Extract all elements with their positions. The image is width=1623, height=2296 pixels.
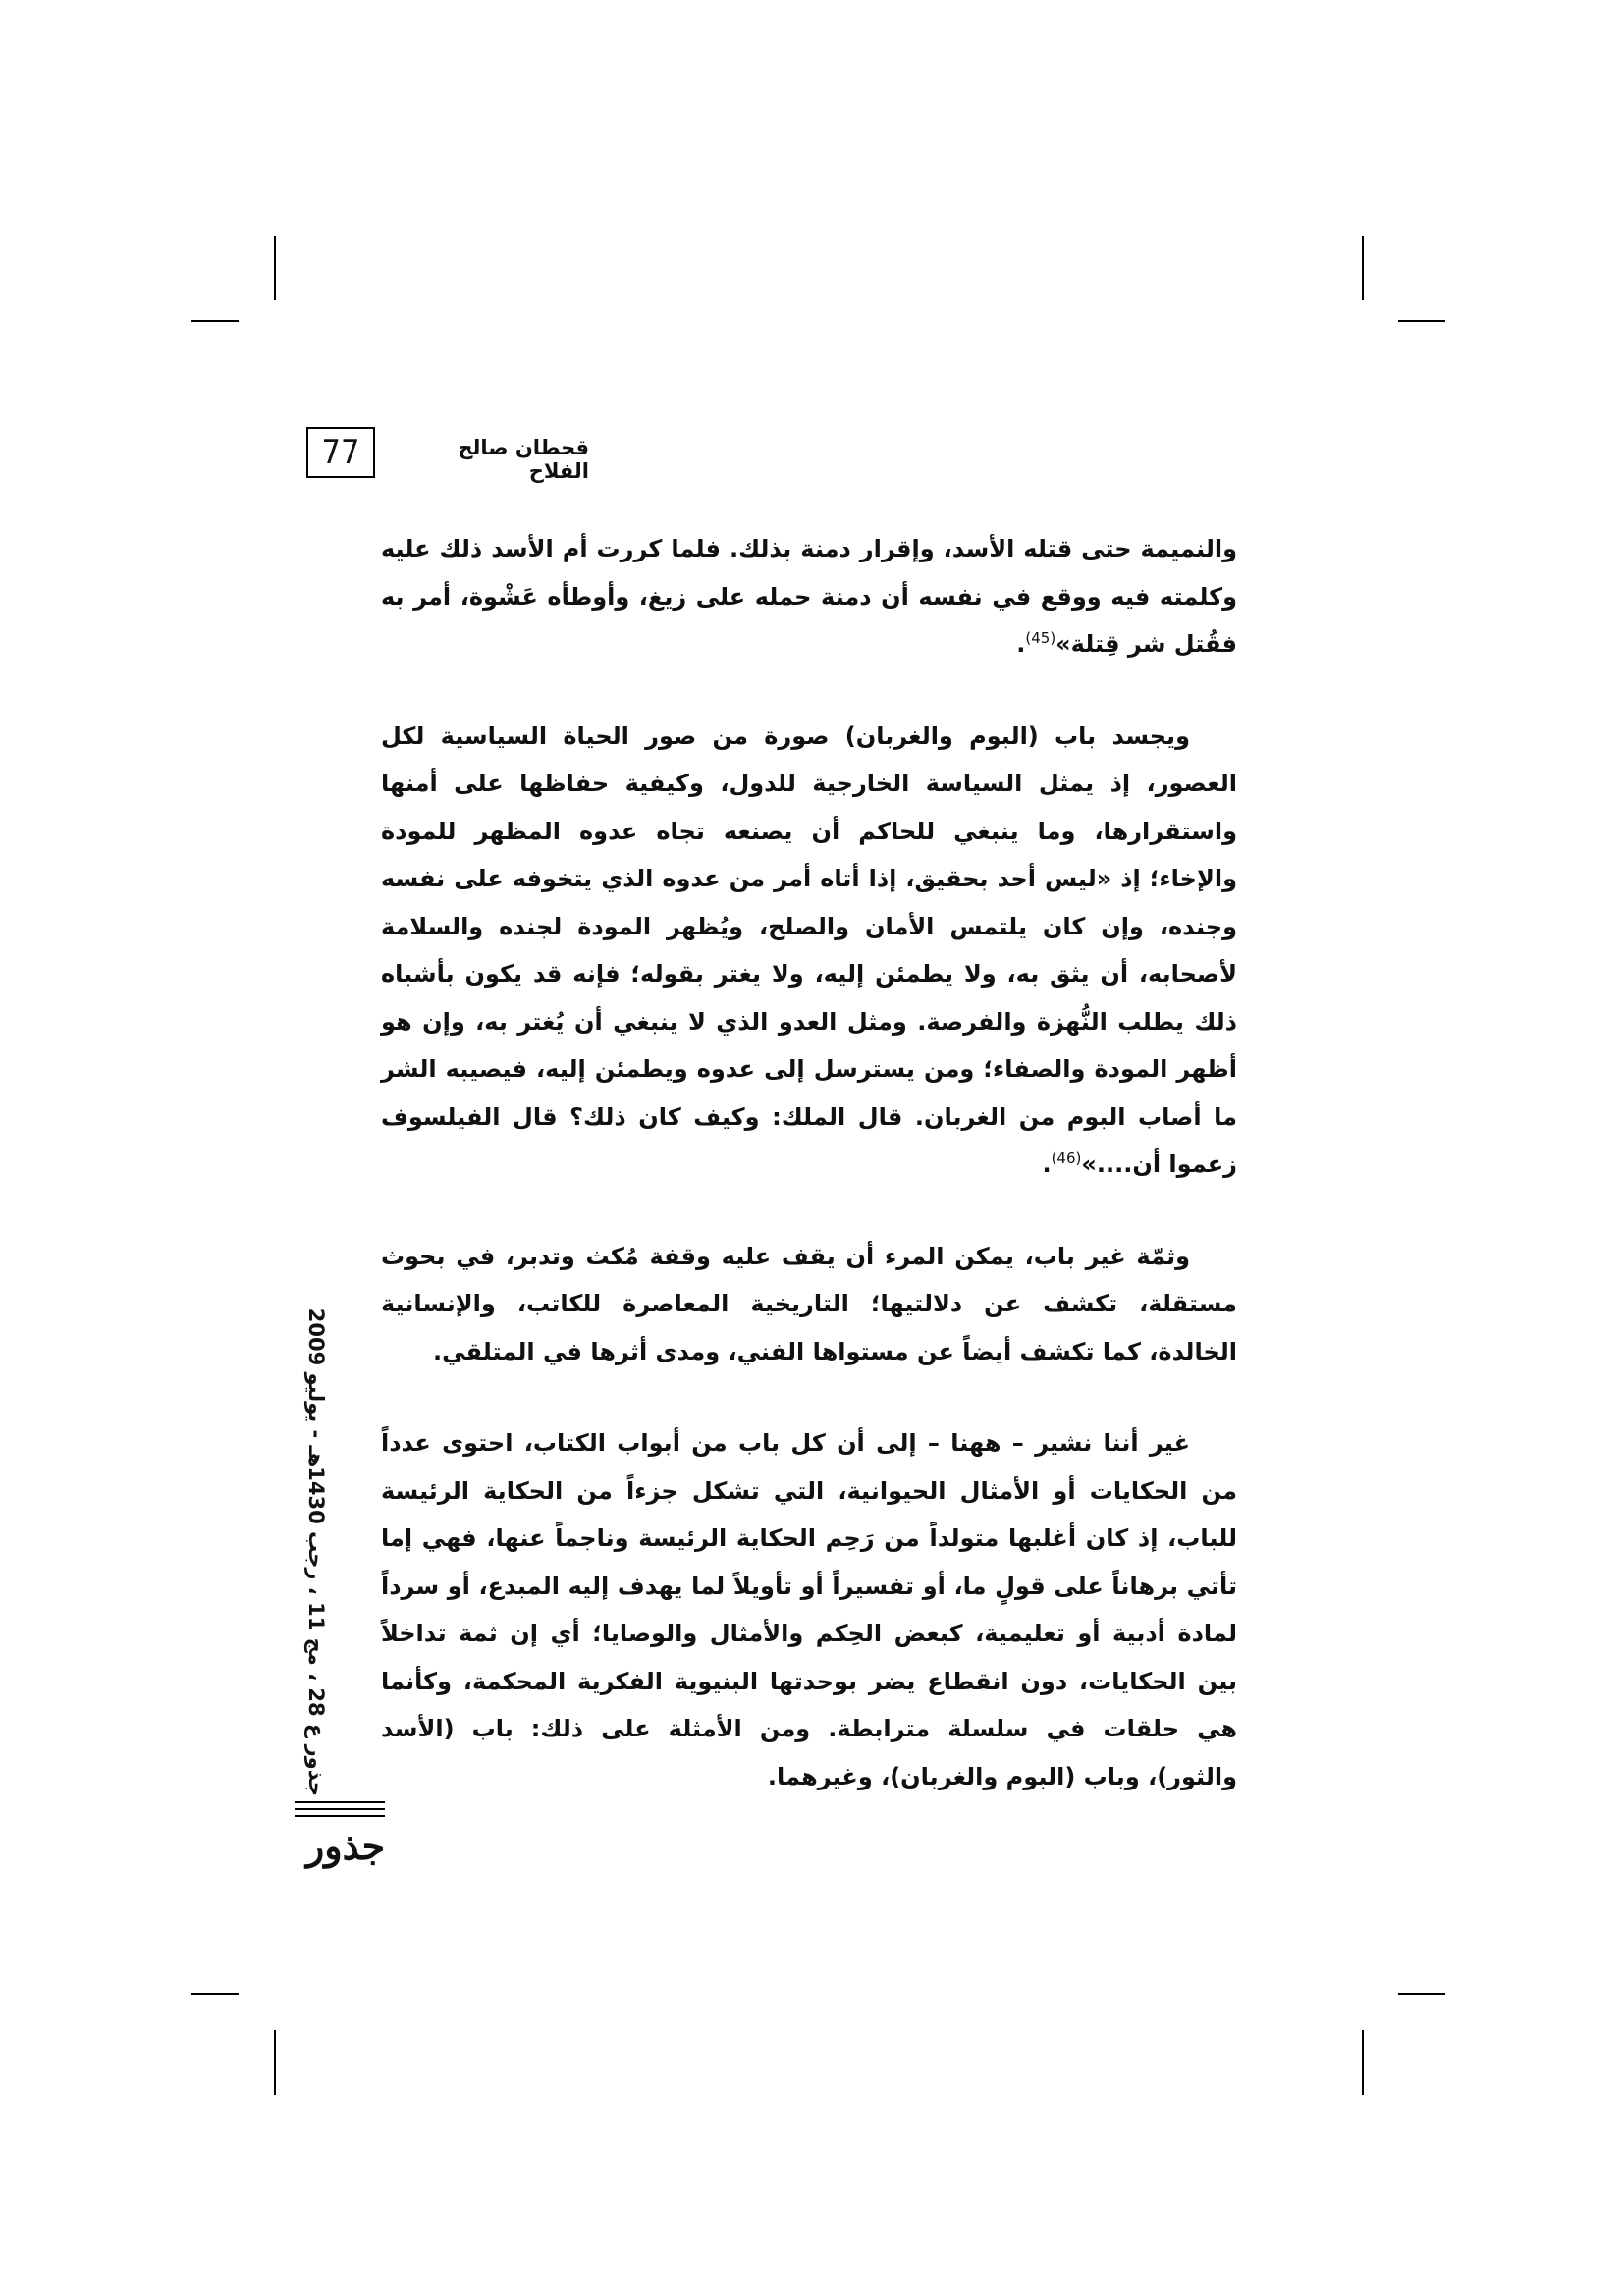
paragraph-1 (381, 525, 1237, 668)
crop-mark-top-right (1362, 236, 1364, 300)
running-header-author: قحطان صالح الفلاح (458, 436, 589, 483)
paragraph-3 (381, 1233, 1237, 1376)
footnote-ref-45: (45) (1025, 629, 1056, 647)
page-number: 77 (306, 427, 375, 478)
paragraph-2 (381, 713, 1237, 1189)
journal-issue-info: جذور ع 28 ، مج 11 ، رجب 1430هـ - يوليو 2009 (304, 1308, 328, 1796)
crop-mark-bottom-right-h (1398, 1993, 1445, 1995)
crop-mark-top-left (274, 236, 276, 300)
logo-rule-1 (295, 1801, 385, 1803)
crop-mark-top-left-h (191, 320, 239, 322)
paragraph-2-tail: . (1042, 1150, 1052, 1178)
crop-mark-bottom-left-h (191, 1993, 239, 1995)
paragraph-1-text: والنميمة حتى قتله الأسد، وإقرار دمنة بذلك. فلما كررت أم الأسد ذلك عليه وكلمته فيه ووقع في نفسه أن دمنة حمله على زيغ، وأوطأه عَشْوة، أمر به فقُتل شر قِتلة» (381, 535, 1237, 658)
paragraph-4 (381, 1419, 1237, 1800)
paragraph-4-text: غير أننا نشير – ههنا – إلى أن كل باب من أبواب الكتاب، احتوى عدداً من الحكايات أو الأمثال الحيوانية، التي تشكل جزءاً من الحكاية الرئيسة للباب، إذ كان أغلبها متولداً من رَحِم الحكاية الرئيسة وناجماً عنها، فهي إما تأتي برهاناً على قولٍ ما، أو تفسيراً أو تأويلاً لما يهدف إليه المبدع، أو سرداً لمادة أدبية أو تعليمية، كبعض الحِكم والأمثال والوصايا؛ أي إن ثمة تداخلاً بين الحكايات، دون انقطاع يضر بوحدتها البنيوية الفكرية المحكمة، وكأنما هي حلقات في سلسلة مترابطة. ومن الأمثلة على ذلك: باب (الأسد والثور)، وباب (البوم والغربان)، وغيرهما. (381, 1429, 1237, 1790)
paragraph-2-text: ويجسد باب (البوم والغربان) صورة من صور الحياة السياسية لكل العصور، إذ يمثل السياسة الخارجية للدول، وكيفية حفاظها على أمنها واستقرارها، وما ينبغي للحاكم أن يصنعه تجاه عدوه المظهر للمودة والإخاء؛ إذ «ليس أحد بحقيق، إذا أتاه أمر من عدوه الذي يتخوفه على نفسه وجنده، وإن كان يلتمس الأمان والصلح، ويُظهر المودة لجنده والسلامة لأصحابه، أن يثق به، ولا يطمئن إليه، ولا يغتر بقوله؛ فإنه قد يكون بأشباه ذلك يطلب النُّهزة والفرصة. ومثل العدو الذي لا ينبغي أن يُغتر به، وإن هو أظهر المودة والصفاء؛ ومن يسترسل إلى عدوه ويطمئن إليه، فيصيبه الشر ما أصاب البوم من الغربان. قال الملك: وكيف كان ذلك؟ قال الفيلسوف زعموا أن....» (381, 721, 1237, 1178)
paragraph-1-tail: . (1016, 630, 1026, 658)
logo-rule-2 (295, 1808, 385, 1810)
crop-mark-top-right-h (1398, 320, 1445, 322)
journal-logo: جذور (305, 1824, 386, 1868)
logo-rule-3 (295, 1815, 385, 1817)
article-body (381, 525, 1237, 1800)
crop-mark-bottom-right (1362, 2030, 1364, 2095)
footnote-ref-46: (46) (1051, 1149, 1082, 1167)
paragraph-3-text: وثمّة غير باب، يمكن المرء أن يقف عليه وقفة مُكث وتدبر، في بحوث مستقلة، تكشف عن دلالتيها؛ التاريخية المعاصرة للكاتب، والإنسانية الخالدة، كما تكشف أيضاً عن مستواها الفني، ومدى أثرها في المتلقي. (381, 1242, 1237, 1365)
crop-mark-bottom-left (274, 2030, 276, 2095)
